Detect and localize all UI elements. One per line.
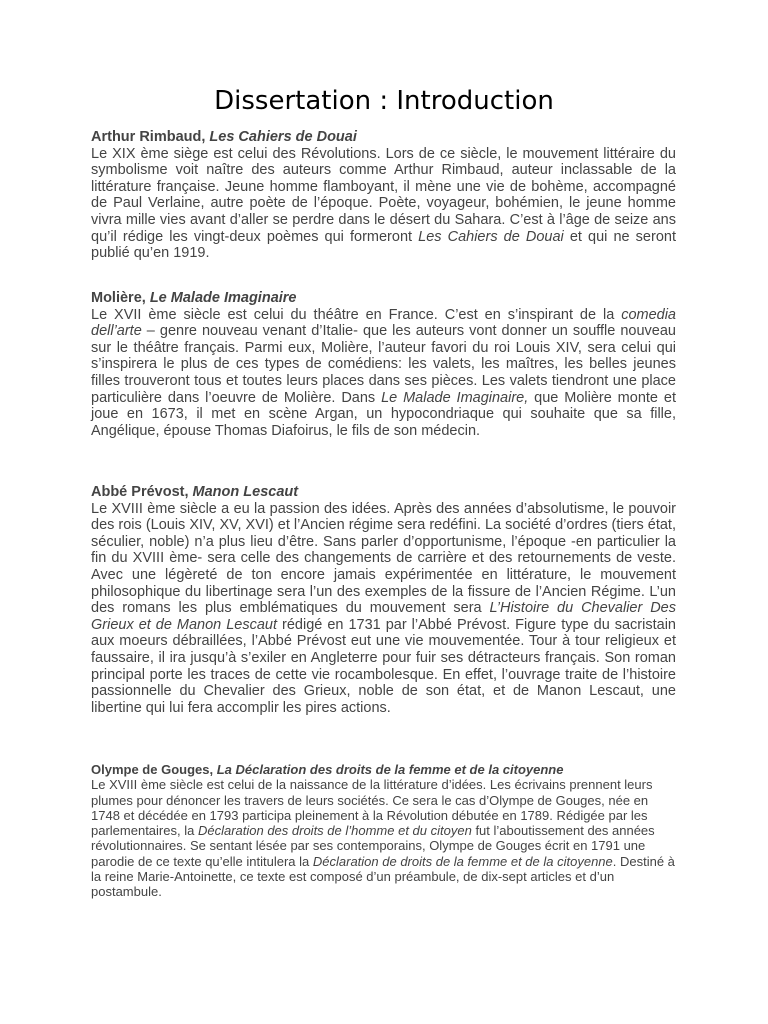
section-body: [91, 307, 676, 440]
section-body: [91, 501, 676, 717]
author-name: Olympe de Gouges,: [91, 762, 217, 777]
section-heading: [91, 129, 676, 146]
section-heading: [91, 762, 676, 777]
section-prevost: [91, 484, 676, 716]
section-heading: [91, 290, 676, 307]
text-run: Le XVIII ème siècle a eu la passion des idées. Après des années d’absolutisme, le pouvoir des rois (Louis XIV, XV, XVI) et l’Ancien régime sera redéfini. La société d’ordres (tiers état, séculier, noble) n’a plus lieu d’être. Sans parler d’opportunisme, l’époque -en particulier la fin du XVIII ème- sera celle des changements de carrière et des retournements de veste. Avec une légèreté de ton encore jamais expérimentée en littérature, le mouvement philosophique du libertinage sera l’un des exemples de la fissure de l’Ancien Régime. L’un des romans les plus emblématiques du mouvement sera: [91, 500, 676, 617]
italic-title-run: L’Histoire du Chevalier Des Grieux et de Manon Lescaut: [91, 600, 677, 633]
text-run: rédigé en 1731 par l’Abbé Prévost. Figure type du sacristain aux moeurs débraillées, l’Abbé Prévost eut une vie mouvementée. Tour à tour religieux et faussaire, il ira jusqu’à s’exiler en Angleterre pour fuir ses détracteurs français. Son roman principal porte les traces de cette vie rocambolesque. En effet, l’ouvrage traite de l’histoire passionnelle du Chevalier des Grieux, noble de son état, et de Manon Lescaut, une libertine qui lui fera accomplir les pires actions.: [91, 616, 676, 716]
italic-title-run: Déclaration des droits de l’homme et du citoyen: [197, 823, 472, 839]
text-run: fut l’aboutissement des années révolutionnaires. Se sentant lésée par ses contemporains, Olympe de Gouges écrit en 1791 une parodie de ce texte qu’elle intitulera la: [91, 823, 655, 869]
text-run: Le XVIII ème siècle est celui de la naissance de la littérature d’idées. Les écrivains prennent leurs plumes pour dénoncer les travers de leurs sociétés. Ce sera le cas d’Olympe de Gouges, née en 1748 et décédée en 1793 participa pleinement à la Révolution débutée en 1789. Rédigée par les parlementaires, la: [91, 777, 653, 839]
work-title: Les Cahiers de Douai: [209, 129, 357, 145]
section-body: [91, 146, 676, 262]
text-run: Le XIX ème siège est celui des Révolutions. Lors de ce siècle, le mouvement littéraire du symbolisme voit naître des auteurs comme Arthur Rimbaud, auteur inclassable de la littérature française. Jeune homme flamboyant, il mène une vie de bohème, accompagné de Paul Verlaine, autre poète de l’époque. Poète, voyageur, bohémien, le jeune homme vivra mille vies avant d’aller se perdre dans le désert du Sahara. C’est à l’âge de seize ans qu’il rédige les vingt-deux poèmes qui formeront: [91, 145, 676, 245]
work-title: La Déclaration des droits de la femme et de la citoyenne: [216, 762, 564, 777]
text-run: – genre nouveau venant d’Italie- que les auteurs vont donner un souffle nouveau sur le théâtre français. Parmi eux, Molière, l’auteur favori du roi Louis XIV, sera celui qui s’inspirera le plus de ces types de comédiens: les valets, les maîtres, les belles jeunes filles trouveront tous et toutes leurs places dans ses pièces. Les valets tiendront une place particulière dans l’oeuvre de Molière. Dans: [91, 323, 676, 406]
author-name: Arthur Rimbaud,: [91, 129, 210, 145]
text-run: . Destiné à la reine Marie-Antoinette, ce texte est composé d’un préambule, de dix-sept articles et d’un postambule.: [91, 853, 675, 900]
section-rimbaud: [91, 129, 676, 262]
author-name: Abbé Prévost,: [91, 484, 193, 500]
text-run: Le XVII ème siècle est celui du théâtre en France. C’est en s’inspirant de la: [91, 306, 622, 323]
italic-title-run: Les Cahiers de Douai: [418, 228, 564, 245]
work-title: Manon Lescaut: [192, 484, 299, 500]
work-title: Le Malade Imaginaire: [149, 290, 297, 306]
italic-title-run: Déclaration de droits de la femme et de la citoyenne: [312, 853, 613, 869]
text-run: que Molière monte et joue en 1673, il met en scène Argan, un hypocondriaque qui souhaite que sa fille, Angélique, épouse Thomas Diafoirus, le fils de son médecin.: [91, 389, 676, 439]
section-heading: [91, 484, 676, 501]
page-title: Dissertation : Introduction: [214, 86, 554, 116]
section-gouges: [91, 762, 676, 900]
author-name: Molière,: [91, 290, 150, 306]
italic-title-run: comedia dell’arte: [91, 306, 676, 340]
section-moliere: [91, 290, 676, 439]
text-run: et qui ne seront publié qu’en 1919.: [91, 228, 676, 262]
section-body: [91, 777, 676, 899]
italic-title-run: Le Malade Imaginaire,: [381, 389, 529, 406]
